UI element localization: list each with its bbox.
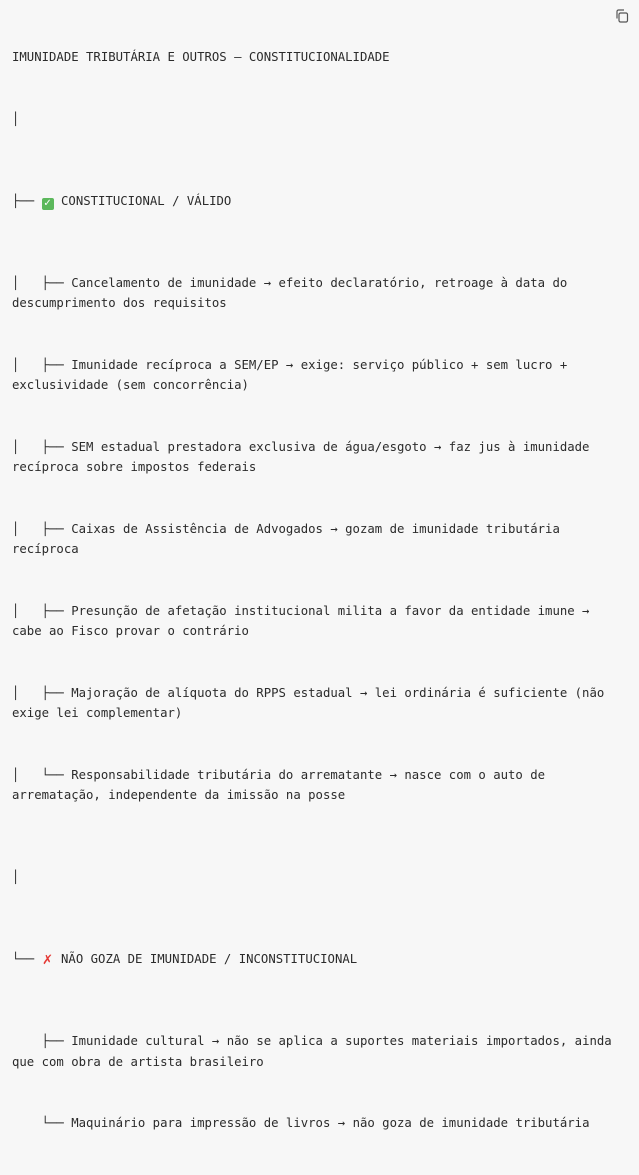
copy-button[interactable] [614, 8, 630, 24]
tree-branch: └── [12, 952, 42, 966]
list-item: │ ├── SEM estadual prestadora exclusiva de água/esgoto → faz jus à imunidade recíproca sobre impostos federais [12, 439, 597, 474]
section-valid-heading [12, 191, 619, 212]
list-item: │ ├── Caixas de Assistência de Advogados → gozam de imunidade tributária recíproca [12, 521, 568, 556]
code-content [12, 6, 627, 1175]
section-invalid-label: NÃO GOZA DE IMUNIDADE / INCONSTITUCIONAL [53, 952, 358, 966]
list-item: └── Maquinário para impressão de livros → não goza de imunidade tributária [12, 1116, 590, 1130]
list-item: │ └── Responsabilidade tributária do arrematante → nasce com o auto de arrematação, independente da imissão na posse [12, 767, 553, 802]
tree-branch: ├── [12, 193, 42, 208]
list-item: ├── Imunidade cultural → não se aplica a suportes materiais importados, ainda que com obra de artista brasileiro [12, 1034, 620, 1069]
list-item: │ ├── Imunidade recíproca a SEM/EP → exige: serviço público + sem lucro + exclusividade (sem concorrência) [12, 357, 575, 392]
code-title: IMUNIDADE TRIBUTÁRIA E OUTROS — CONSTITUCIONALIDADE [12, 50, 390, 64]
tree-spacer: │ [12, 870, 20, 884]
list-item: │ ├── Majoração de alíquota do RPPS estadual → lei ordinária é suficiente (não exige lei complementar) [12, 685, 612, 720]
list-item: │ ├── Presunção de afetação institucional milita a favor da entidade imune → cabe ao Fisco provar o contrário [12, 603, 597, 638]
check-mark-icon: ✓ [43, 197, 52, 209]
list-item: │ ├── Cancelamento de imunidade → efeito declaratório, retroage à data do descumprimento dos requisitos [12, 275, 575, 310]
section-valid-label: CONSTITUCIONAL / VÁLIDO [53, 193, 232, 208]
cross-mark-icon: ✗ [42, 953, 54, 968]
copy-icon [614, 8, 630, 24]
tree-spacer: │ [12, 111, 20, 126]
section-invalid-heading [12, 949, 619, 970]
